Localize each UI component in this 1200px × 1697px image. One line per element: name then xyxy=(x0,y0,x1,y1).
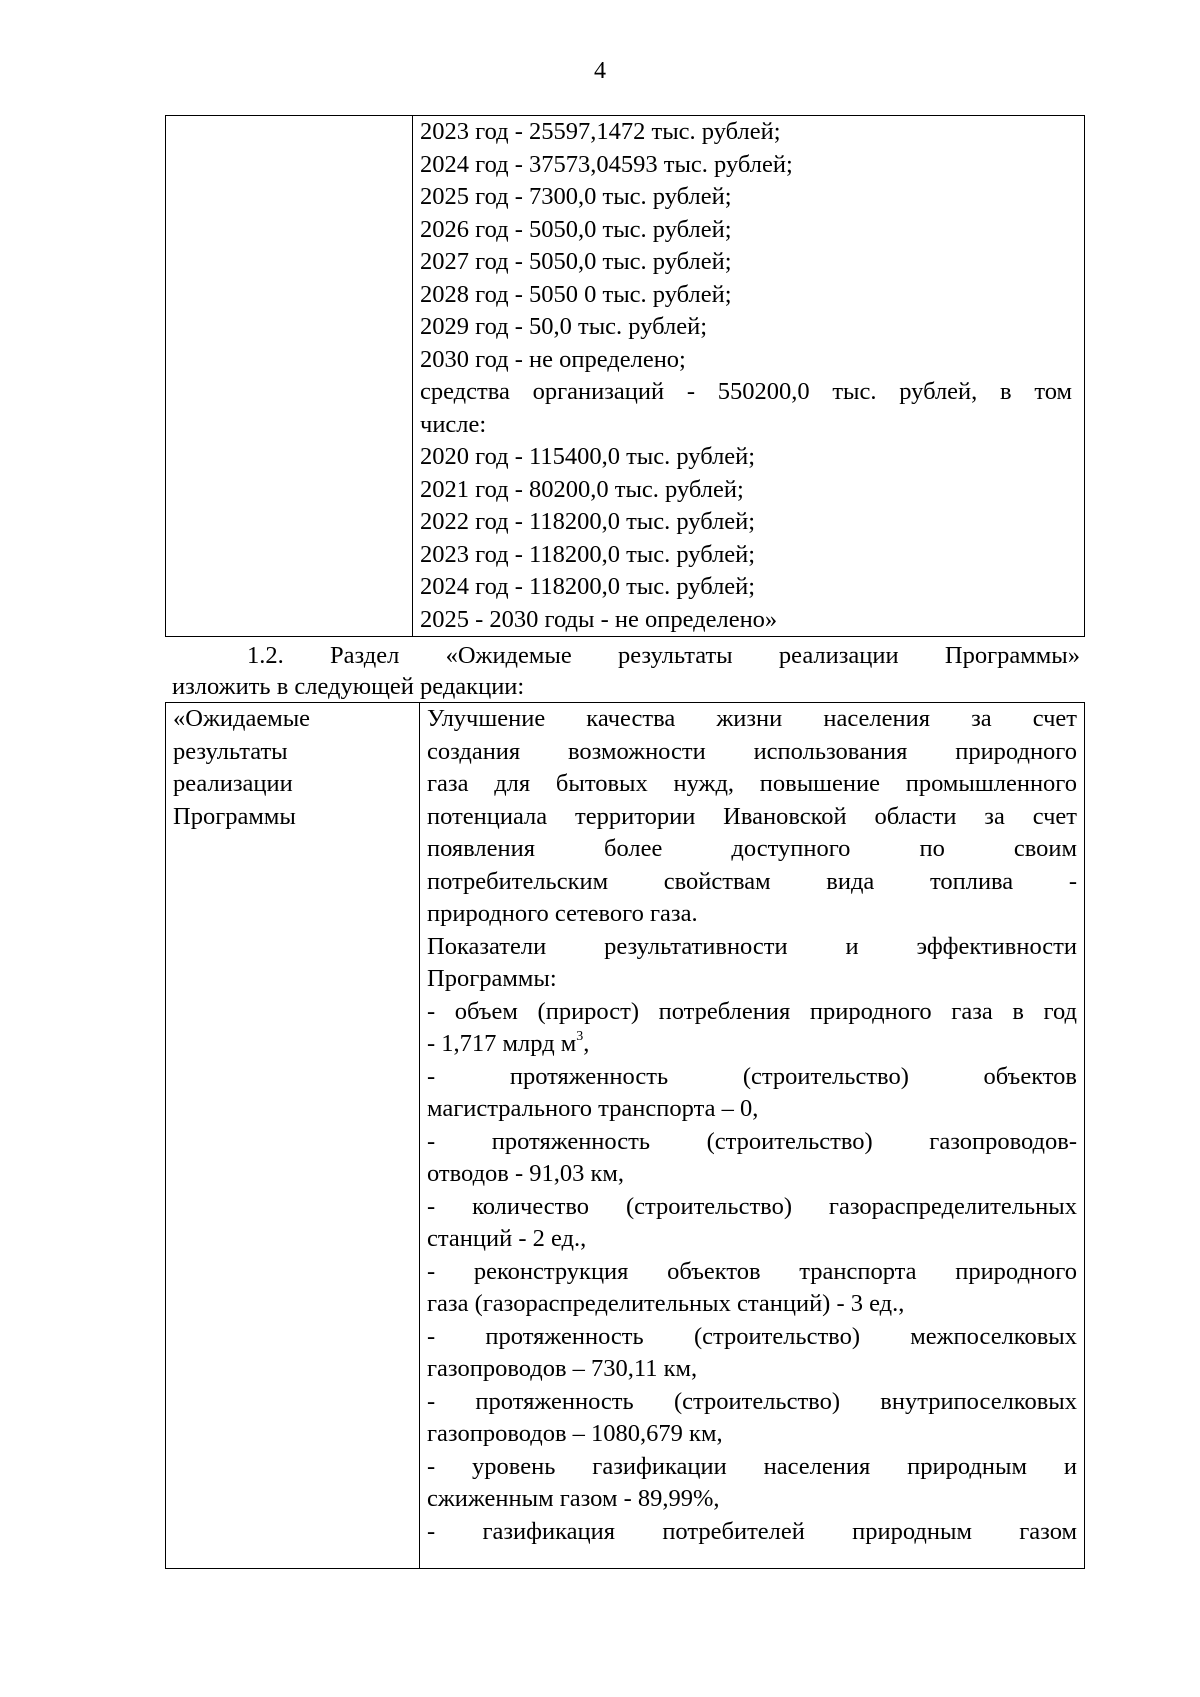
results-table-text-cell xyxy=(420,703,1085,1569)
results-text-line: потребительским свойствам вида топлива - xyxy=(427,867,1077,895)
funding-line: 2030 год - не определено; xyxy=(420,345,686,373)
funding-line: 2024 год - 37573,04593 тыс. рублей; xyxy=(420,150,793,178)
funding-line: 2021 год - 80200,0 тыс. рублей; xyxy=(420,475,744,503)
funding-line: числе: xyxy=(420,410,487,438)
volume-text: - 1,717 млрд м xyxy=(427,1030,577,1057)
funding-table-label-cell xyxy=(166,116,413,637)
results-text-line: Программы: xyxy=(427,965,557,992)
section-paragraph-line-2: изложить в следующей редакции: xyxy=(172,673,525,700)
results-text-line: газопроводов – 730,11 км, xyxy=(427,1355,698,1382)
results-text-line: Показатели результативности и эффективности xyxy=(427,932,1077,960)
cubic-superscript: 3 xyxy=(576,1028,584,1044)
results-text-line: - протяженность (строительство) объектов xyxy=(427,1062,1077,1090)
funding-line: 2024 год - 118200,0 тыс. рублей; xyxy=(420,573,756,600)
funding-table xyxy=(165,115,1085,637)
section-paragraph-line-1: 1.2. Раздел «Ожидемые результаты реализации Программы» xyxy=(247,642,1080,669)
results-text-line: - газификация потребителей природным газом xyxy=(427,1517,1077,1545)
results-text-line: газа (газораспределительных станций) - 3 ед., xyxy=(427,1290,905,1317)
funding-line: 2025 год - 7300,0 тыс. рублей; xyxy=(420,183,732,210)
results-text-line: - количество (строительство) газораспределительных xyxy=(427,1192,1077,1220)
results-label-line: результаты xyxy=(173,737,288,765)
results-text-line: отводов - 91,03 км, xyxy=(427,1160,625,1187)
volume-suffix: , xyxy=(583,1030,590,1057)
results-text-line: - объем (прирост) потребления природного газа в год xyxy=(427,997,1077,1025)
results-text-line: Улучшение качества жизни населения за счет xyxy=(427,705,1077,732)
results-text-line: газа для бытовых нужд, повышение промышленного xyxy=(427,770,1077,797)
results-text-line: природного сетевого газа. xyxy=(427,900,698,927)
funding-line: 2028 год - 5050 0 тыс. рублей; xyxy=(420,280,732,308)
funding-line: 2026 год - 5050,0 тыс. рублей; xyxy=(420,215,732,243)
funding-line: 2023 год - 25597,1472 тыс. рублей; xyxy=(420,118,781,145)
funding-line: 2023 год - 118200,0 тыс. рублей; xyxy=(420,540,756,568)
funding-line: 2020 год - 115400,0 тыс. рублей; xyxy=(420,443,756,470)
results-label-line: Программы xyxy=(173,802,296,830)
results-text-line: станций - 2 ед., xyxy=(427,1225,587,1252)
funding-line: 2027 год - 5050,0 тыс. рублей; xyxy=(420,248,732,275)
results-text-line: создания возможности использования природного xyxy=(427,737,1077,765)
funding-line: 2025 - 2030 годы - не определено» xyxy=(420,605,778,633)
results-table xyxy=(165,702,1085,1569)
results-label-line: реализации xyxy=(173,770,293,797)
results-text-line-volume xyxy=(427,1028,1077,1061)
funding-line: 2022 год - 118200,0 тыс. рублей; xyxy=(420,508,756,535)
funding-line: 2029 год - 50,0 тыс. рублей; xyxy=(420,313,708,340)
results-text-line: - протяженность (строительство) внутрипоселковых xyxy=(427,1387,1077,1415)
results-text-line: сжиженным газом - 89,99%, xyxy=(427,1485,720,1512)
results-text-line: - протяженность (строительство) газопроводов- xyxy=(427,1127,1077,1155)
results-text-line: потенциала территории Ивановской области за счет xyxy=(427,802,1077,830)
results-table-label-cell xyxy=(166,703,420,1569)
results-text-line: - протяженность (строительство) межпоселковых xyxy=(427,1322,1077,1350)
results-label-line: «Ожидаемые xyxy=(173,705,311,732)
results-text-line: - реконструкция объектов транспорта природного xyxy=(427,1257,1077,1285)
results-text-line: магистрального транспорта – 0, xyxy=(427,1095,759,1122)
results-text-line: газопроводов – 1080,679 км, xyxy=(427,1420,723,1447)
page-number: 4 xyxy=(594,58,606,84)
results-text-line: появления более доступного по своим xyxy=(427,835,1077,862)
funding-table-values-cell xyxy=(413,116,1085,637)
results-text-line: - уровень газификации населения природным и xyxy=(427,1452,1077,1480)
funding-line: средства организаций - 550200,0 тыс. рублей, в том xyxy=(420,378,1072,405)
